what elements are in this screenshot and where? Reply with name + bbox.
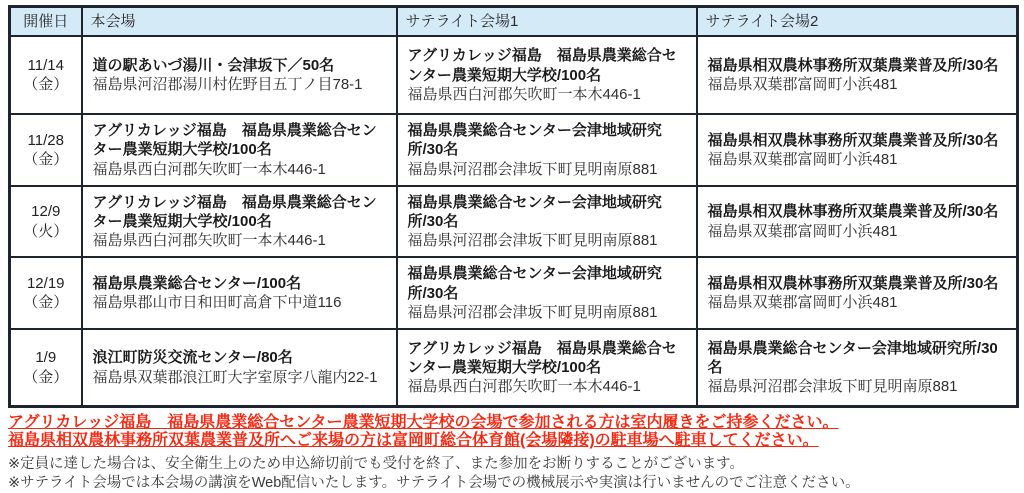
date-weekday: （金）	[23, 150, 69, 168]
venue-name: 福島県農業総合センター会津地域研究所/30名	[407, 122, 662, 159]
venue-name: 福島県農業総合センター会津地域研究所/30名	[707, 339, 998, 377]
date-cell	[10, 257, 82, 329]
table-row	[10, 186, 1018, 258]
venue-address: 福島県河沼郡会津坂下町見明南原881	[407, 232, 658, 250]
satellite2-venue-cell	[697, 186, 1018, 258]
satellite2-venue-cell	[697, 36, 1018, 114]
satellite2-venue-cell	[697, 329, 1018, 407]
table-row	[10, 114, 1018, 186]
date-weekday: （金）	[23, 76, 69, 94]
main-venue-cell	[82, 257, 397, 329]
date-cell	[10, 36, 82, 114]
venue-address: 福島県双葉郡富岡町小浜481	[707, 294, 898, 312]
venue-schedule-table	[8, 5, 1019, 408]
satellite1-venue-cell	[397, 36, 697, 114]
venue-name: 道の駅あいづ湯川・会津坂下／50名	[92, 57, 335, 74]
venue-address: 福島県西白河郡矢吹町一本木446-1	[407, 85, 641, 103]
venue-address: 福島県西白河郡矢吹町一本木446-1	[92, 160, 326, 178]
note-capacity: ※定員に達した場合は、安全衛生上のため申込締切前でも受付を終了、また参加をお断りすることがございます。	[8, 456, 744, 473]
venue-address: 福島県双葉郡浪江町大字室原字八龍内22-1	[92, 368, 378, 386]
venue-address: 福島県郡山市日和田町高倉下中道116	[92, 294, 342, 312]
venue-name: 福島県相双農林事務所双葉農業普及所/30名	[707, 131, 999, 149]
table-row	[10, 36, 1018, 114]
notes-block	[8, 455, 1016, 493]
satellite1-venue-cell	[397, 257, 697, 329]
satellite2-venue-cell	[697, 257, 1018, 329]
venue-address: 福島県西白河郡矢吹町一本木446-1	[92, 232, 326, 250]
venue-name: アグリカレッジ福島 福島県農業総合センター農業短期大学校/100名	[407, 47, 677, 84]
note-satellite-web: ※サテライト会場では本会場の講演をWeb配信いたします。サテライト会場での機械展示や実演は行いませんのでご注意ください。	[8, 475, 860, 492]
venue-name: 福島県相双農林事務所双葉農業普及所/30名	[707, 57, 999, 74]
date-weekday: （火）	[23, 222, 69, 240]
venue-name: 福島県農業総合センター会津地域研究所/30名	[407, 265, 662, 302]
warning-indoor-shoes: アグリカレッジ福島 福島県農業総合センター農業短期大学校の会場で参加される方は室内履きをご持参ください。	[8, 414, 839, 432]
main-venue-cell	[82, 329, 397, 407]
venue-address: 福島県河沼郡会津坂下町見明南原881	[407, 303, 658, 321]
venue-address: 福島県河沼郡会津坂下町見明南原881	[407, 160, 658, 178]
venue-address: 福島県双葉郡富岡町小浜481	[707, 222, 898, 240]
venue-name: 浪江町防災交流センター/80名	[92, 349, 293, 367]
date-value: 11/28	[27, 131, 64, 149]
main-venue-cell	[82, 114, 397, 186]
venue-name: 福島県農業総合センター/100名	[92, 274, 302, 292]
table-row	[10, 329, 1018, 407]
venue-name: 福島県相双農林事務所双葉農業普及所/30名	[707, 203, 999, 221]
warning-parking: 福島県相双農林事務所双葉農業普及所へご来場の方は富岡町総合体育館(会場隣接)の駐車場へ駐車してください。	[8, 432, 819, 450]
venue-name: 福島県農業総合センター会津地域研究所/30名	[407, 193, 662, 230]
venue-address: 福島県双葉郡富岡町小浜481	[707, 76, 898, 94]
venue-address: 福島県河沼郡湯川村佐野目五丁ノ目78-1	[92, 76, 363, 94]
column-header-date: 開催日	[10, 7, 82, 37]
date-value: 1/9	[35, 349, 57, 367]
date-cell	[10, 114, 82, 186]
column-header-main-venue: 本会場	[82, 7, 397, 37]
date-value: 12/9	[31, 203, 61, 221]
date-value: 12/19	[26, 274, 65, 292]
main-venue-cell	[82, 186, 397, 258]
venue-name: アグリカレッジ福島 福島県農業総合センター農業短期大学校/100名	[92, 122, 377, 159]
venue-name: アグリカレッジ福島 福島県農業総合センター農業短期大学校/100名	[92, 193, 377, 230]
venue-name: アグリカレッジ福島 福島県農業総合センター農業短期大学校/100名	[407, 339, 677, 377]
date-cell	[10, 186, 82, 258]
satellite1-venue-cell	[397, 114, 697, 186]
main-venue-cell	[82, 36, 397, 114]
table-header-row	[10, 7, 1018, 37]
satellite1-venue-cell	[397, 186, 697, 258]
venue-address: 福島県河沼郡会津坂下町見明南原881	[707, 378, 958, 396]
table-row	[10, 257, 1018, 329]
column-header-satellite-2: サテライト会場2	[697, 7, 1018, 37]
warnings-block	[8, 414, 1016, 450]
date-weekday: （金）	[23, 368, 69, 386]
venue-name: 福島県相双農林事務所双葉農業普及所/30名	[707, 274, 999, 292]
venue-address: 福島県西白河郡矢吹町一本木446-1	[407, 378, 641, 396]
date-weekday: （金）	[23, 294, 69, 312]
column-header-satellite-1: サテライト会場1	[397, 7, 697, 37]
venue-address: 福島県双葉郡富岡町小浜481	[707, 150, 898, 168]
satellite2-venue-cell	[697, 114, 1018, 186]
date-cell	[10, 329, 82, 407]
satellite1-venue-cell	[397, 329, 697, 407]
date-value: 11/14	[27, 57, 64, 74]
